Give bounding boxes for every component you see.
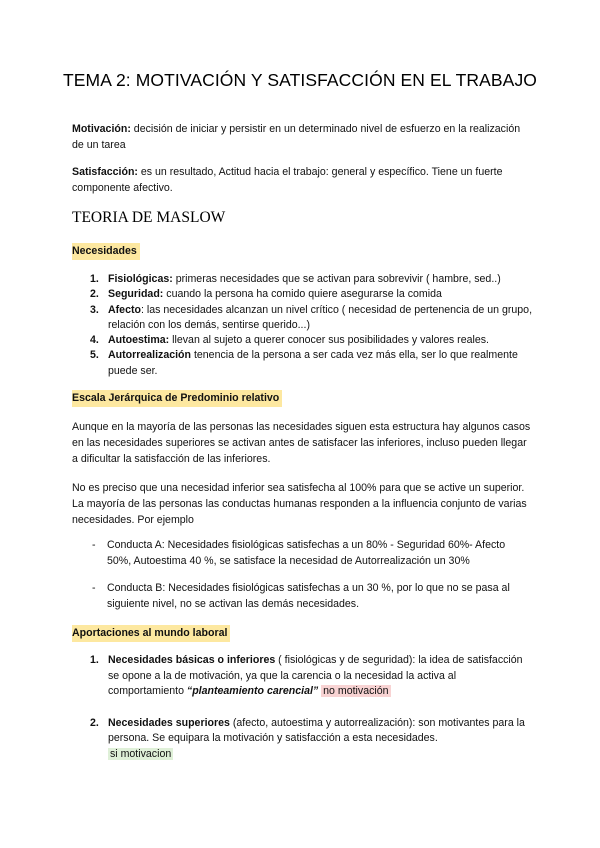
list-term: Necesidades básicas o inferiores [108,654,276,666]
conducta-b-text: Conducta B: Necesidades fisiológicas satisfechas a un 30 %, por lo que no se pasa al siguiente nivel, no se activan las demás necesidades. [107,582,510,610]
list-text: cuando la persona ha comido quiere asegurarse la comida [163,288,442,301]
satisfaccion-text: es un resultado, Actitud hacia el trabajo: general y específico. Tiene un fuerte componente afectivo. [72,166,503,194]
conducta-a-item [92,537,532,569]
satisfaccion-term: Satisfacción: [72,166,138,178]
list-term: Seguridad: [108,288,164,301]
list-number: 1. [90,273,99,285]
escala-heading: Escala Jerárquica de Predominio relativo [72,390,282,407]
list-term: Autorrealización [108,349,192,362]
maslow-heading: TEORIA DE MASLOW [72,209,226,226]
definition-motivacion [72,121,532,153]
list-number: 3. [90,303,99,316]
list-text: (afecto, autoestima y autorrealización): son motivantes para la persona. Se equipara la motivación y satisfacción a esta necesidades. [108,716,525,744]
escala-paragraph-2: No es preciso que una necesidad inferior sea satisfecha al 100% para que se active un superior. La mayoría de las personas las conductas humanas responden a la influencia conjunto de varias necesidades. Por ejemplo [72,482,527,526]
list-term: Fisiológicas: [108,273,173,285]
list-text: llevan al sujeto a querer conocer sus posibilidades y valores reales. [169,334,489,347]
list-number: 1. [90,654,99,666]
list-text: ( fisiológicas y de seguridad): la idea de satisfacción se opone a la de motivación, ya que la carencia o la necesidad la activa al comportamiento [108,654,523,697]
list-item [90,348,532,379]
list-number: 4. [90,334,99,347]
list-number: 2. [90,716,99,729]
dash-bullet: - [92,539,96,551]
planteamiento-carencial-quote: “planteamiento carencial” [186,685,319,697]
conducta-a-text: Conducta A: Necesidades fisiológicas satisfechas a un 80% - Seguridad 60%- Afecto 50%, Autoestima 40 %, se satisface la necesidad de Autorrealización un 30% [107,539,506,567]
list-term: Afecto [108,303,141,316]
aportaciones-heading: Aportaciones al mundo laboral [72,625,230,642]
motivacion-text: decisión de iniciar y persistir en un determinado nivel de esfuerzo en la realización de un tarea [72,123,521,151]
list-item [90,303,533,334]
dash-bullet: - [92,582,96,594]
motivacion-term: Motivación: [72,123,131,135]
list-item [90,287,532,302]
escala-paragraph-1: Aunque en la mayoría de las personas las necesidades siguen esta estructura hay algunos casos en las necesidades superiores se activan antes de satisfacer las inferiores, incluso pueden llegar a dificultar la satisfacción de las inferiores. [72,421,531,465]
list-item [90,272,532,287]
list-term: Autoestima: [108,334,170,347]
definition-satisfaccion [72,164,532,196]
list-text: primeras necesidades que se activan para sobrevivir ( hambre, sed..) [172,273,501,285]
necesidades-list [90,272,533,379]
list-number: 5. [90,349,99,362]
list-text: tenencia de la persona a ser cada vez más ella, ser lo que realmente puede ser. [108,349,518,377]
list-number: 2. [90,288,99,301]
aportaciones-list [90,653,532,762]
conducta-b-item [92,580,532,612]
document-title: TEMA 2: MOTIVACIÓN Y SATISFACCIÓN EN EL TRABAJO [62,70,538,90]
no-motivacion-tag: no motivación [323,685,389,697]
list-item [90,716,532,763]
necesidades-heading: Necesidades [72,243,140,260]
si-motivacion-tag: si motivacion [110,747,172,760]
list-term: Necesidades superiores [108,716,230,729]
list-item [90,653,532,700]
list-text: : las necesidades alcanzan un nivel crítico ( necesidad de pertenencia de un grupo, relación con los demás, sentirse querido...) [108,303,533,331]
list-item [90,333,532,348]
